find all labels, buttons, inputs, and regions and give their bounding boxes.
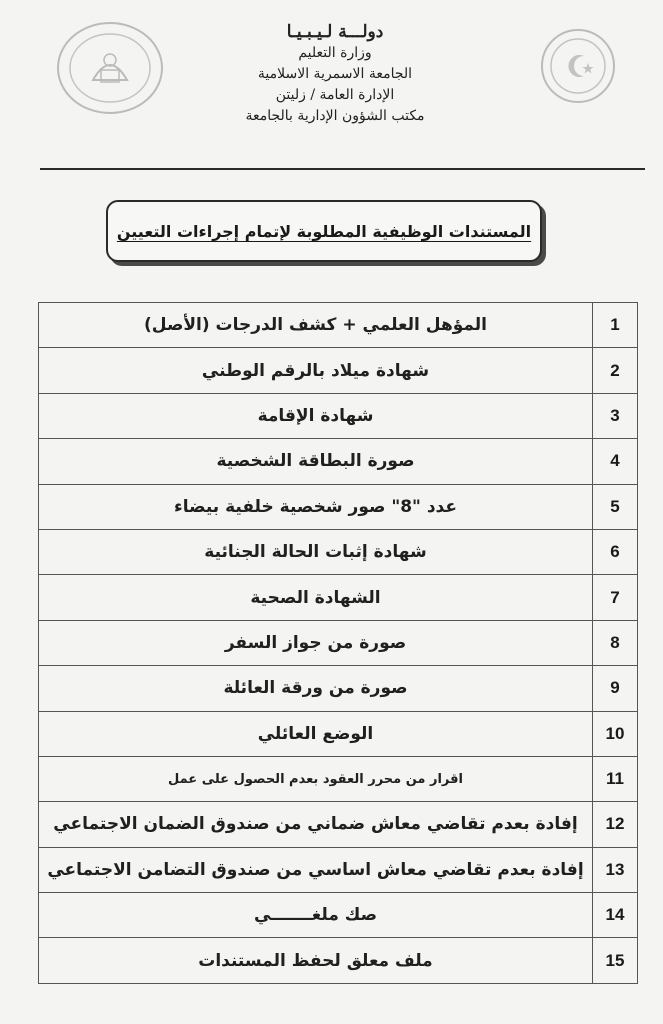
table-row (39, 575, 638, 620)
document-label: صورة من جواز السفر (39, 620, 593, 665)
title-box (106, 200, 542, 262)
table-row (39, 393, 638, 438)
table-row (39, 620, 638, 665)
state-name: دولـــة لـيـبـيـا (286, 22, 384, 42)
row-number: 10 (593, 711, 638, 756)
row-number: 7 (593, 575, 638, 620)
document-label: إفادة بعدم تقاضي معاش اساسي من صندوق التضامن الاجتماعي (39, 847, 593, 892)
table-row (39, 303, 638, 348)
document-label: اقرار من محرر العقود بعدم الحصول على عمل (39, 756, 593, 801)
row-number: 11 (593, 756, 638, 801)
row-number: 12 (593, 802, 638, 847)
document-label: صك ملغـــــــي (39, 893, 593, 938)
office-name: مكتب الشؤون الإدارية بالجامعة (245, 108, 425, 124)
table-row (39, 666, 638, 711)
table-row (39, 439, 638, 484)
document-label: الوضع العائلي (39, 711, 593, 756)
table-row (39, 893, 638, 938)
row-number: 13 (593, 847, 638, 892)
row-number: 6 (593, 529, 638, 574)
ministry-name: وزارة التعليم (298, 45, 372, 61)
administration-name: الإدارة العامة / زليتن (275, 87, 395, 103)
page-title: المستندات الوظيفية المطلوبة لإتمام إجراءات التعيين (116, 221, 532, 241)
table-row (39, 756, 638, 801)
table-row (39, 529, 638, 574)
row-number: 9 (593, 666, 638, 711)
row-number: 4 (593, 439, 638, 484)
row-number: 14 (593, 893, 638, 938)
libya-emblem-icon (540, 28, 616, 104)
document-label: إفادة بعدم تقاضي معاش ضماني من صندوق الضمان الاجتماعي (39, 802, 593, 847)
row-number: 2 (593, 348, 638, 393)
document-label: شهادة إثبات الحالة الجنائية (39, 529, 593, 574)
row-number: 3 (593, 393, 638, 438)
document-label: المؤهل العلمي + كشف الدرجات (الأصل) (39, 303, 593, 348)
row-number: 8 (593, 620, 638, 665)
row-number: 1 (593, 303, 638, 348)
table-row (39, 484, 638, 529)
letterhead (170, 22, 500, 127)
table-row (39, 938, 638, 983)
document-label: صورة من ورقة العائلة (39, 666, 593, 711)
table-row (39, 802, 638, 847)
university-seal-icon (55, 20, 165, 116)
document-label: الشهادة الصحية (39, 575, 593, 620)
university-name: الجامعة الاسمرية الاسلامية (257, 66, 413, 82)
document-label: صورة البطاقة الشخصية (39, 439, 593, 484)
row-number: 5 (593, 484, 638, 529)
table-row (39, 847, 638, 892)
document-label: شهادة ميلاد بالرقم الوطني (39, 348, 593, 393)
header-divider (40, 168, 645, 170)
row-number: 15 (593, 938, 638, 983)
table-row (39, 711, 638, 756)
document-label: عدد "8" صور شخصية خلفية بيضاء (39, 484, 593, 529)
documents-table (38, 302, 638, 984)
document-label: شهادة الإقامة (39, 393, 593, 438)
document-label: ملف معلق لحفظ المستندات (39, 938, 593, 983)
table-row (39, 348, 638, 393)
